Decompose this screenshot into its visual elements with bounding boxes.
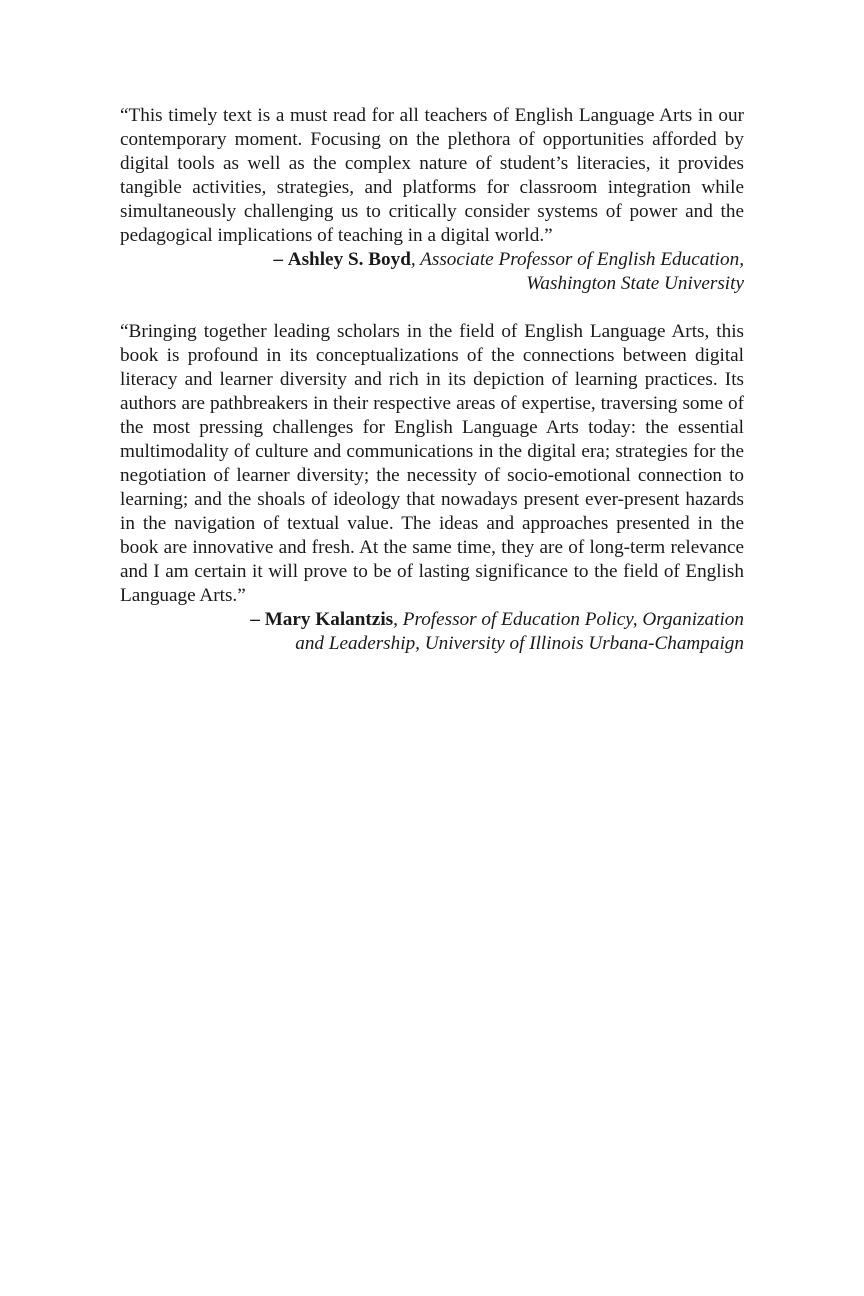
attribution-name: Mary Kalantzis xyxy=(264,609,394,630)
endorsement-attribution xyxy=(120,248,744,296)
endorsements-page xyxy=(120,104,744,656)
endorsement-boyd xyxy=(120,104,744,296)
attribution-dash: – xyxy=(273,249,283,270)
attribution-institution: Washington State University xyxy=(526,273,744,294)
attribution-name: Ashley S. Boyd xyxy=(287,249,411,270)
attribution-role: , Professor of Education Policy, Organization xyxy=(393,609,744,630)
endorsement-quote: “This timely text is a must read for all teachers of English Language Arts in our contemporary moment. Focusing on the plethora of opportunities afforded by digital tools as well as the complex nature of student’s literacies, it provides tangible activities, strategies, and platforms for classroom integration while simultaneously challenging us to critically consider systems of power and the pedagogical implications of teaching in a digital world.” xyxy=(120,105,744,246)
endorsement-attribution xyxy=(120,608,744,656)
attribution-role: , Associate Professor of English Education, xyxy=(410,249,744,270)
endorsement-quote: “Bringing together leading scholars in the field of English Language Arts, this book is profound in its conceptualizations of the connections between digital literacy and learner diversity and rich in its depiction of learning practices. Its authors are pathbreakers in their respective areas of expertise, traversing some of the most pressing challenges for English Language Arts today: the essential multimodality of culture and communications in the digital era; strategies for the negotiation of learner diversity; the necessity of socio-emotional connection to learning; and the shoals of ideology that nowadays present ever-present hazards in the navigation of textual value. The ideas and approaches presented in the book are innovative and fresh. At the same time, they are of long-term relevance and I am certain it will prove to be of lasting significance to the field of English Language Arts.” xyxy=(120,321,744,606)
attribution-dash: – xyxy=(250,609,260,630)
endorsement-kalantzis xyxy=(120,320,744,656)
attribution-institution: and Leadership, University of Illinois Urbana-Champaign xyxy=(295,633,744,654)
